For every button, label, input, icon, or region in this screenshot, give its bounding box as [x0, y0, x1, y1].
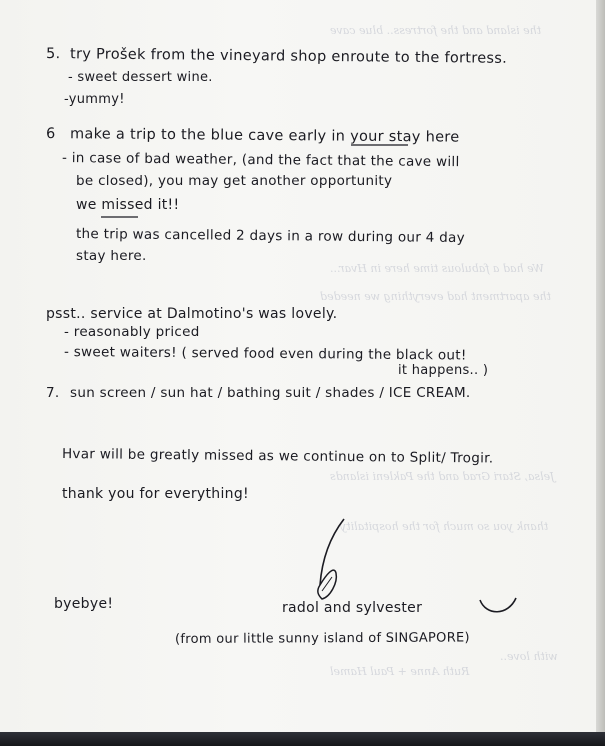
item-5-line — [46, 46, 507, 67]
signature: radol and sylvester — [282, 600, 423, 616]
bleedthrough-text: We had a fabulous time here in Hvar... — [330, 262, 545, 275]
psst-subline: it happens.. ) — [398, 363, 489, 378]
item-7-line — [46, 385, 471, 401]
item-6-subline: stay here. — [76, 248, 147, 264]
bleedthrough-text: the apartment had everything we needed — [320, 290, 551, 303]
smiley-doodle — [478, 596, 518, 618]
bleedthrough-text: with love.. — [500, 650, 558, 663]
item-number: 7. — [46, 385, 60, 401]
item-5-subline: -yummy! — [64, 92, 125, 107]
item-number: 6 — [45, 126, 56, 143]
psst-subline: - sweet waiters! ( served food even during the black out! — [63, 344, 467, 364]
item-text: try Prošek from the vineyard shop enroute to the fortress. — [69, 46, 508, 67]
underline-mark — [350, 142, 410, 148]
item-6-subline: the trip was cancelled 2 days in a row during our 4 day — [75, 226, 466, 247]
item-6-subline: we missed it!! — [76, 197, 180, 213]
underline-mark — [100, 214, 140, 220]
item-5-subline: - sweet dessert wine. — [68, 70, 213, 85]
psst-subline: - reasonably priced — [64, 324, 200, 340]
item-6-subline: - in case of bad weather, (and the fact that the cave will — [61, 150, 460, 171]
bleedthrough-text: the island and the fortress.. blue cave — [330, 24, 542, 37]
item-text: sun screen / sun hat / bathing suit / shades / ICE CREAM. — [70, 385, 471, 401]
feather-doodle — [300, 515, 360, 605]
from-line: (from our little sunny island of SINGAPORE) — [174, 630, 470, 647]
notebook-cover-edge — [0, 732, 605, 746]
psst-line: psst.. service at Dalmotino's was lovely. — [46, 306, 338, 322]
byebye-text: byebye! — [54, 596, 114, 612]
item-6-subline: be closed), you may get another opportunity — [76, 173, 393, 189]
bleedthrough-text: Jelsa, Stari Grad and the Pakleni islands — [330, 470, 555, 483]
item-number: 5. — [45, 46, 61, 63]
closing-line: Hvar will be greatly missed as we continue on to Split/ Trogir. — [61, 446, 494, 467]
item-text: make a trip to the blue cave early in your stay here — [69, 126, 460, 146]
thank-you-line: thank you for everything! — [62, 486, 249, 502]
bleedthrough-text: Ruth Anne + Paul Hamel — [330, 665, 470, 678]
page-edge — [596, 0, 605, 746]
bleedthrough-text: thank you so much for the hospitality — [340, 520, 549, 533]
